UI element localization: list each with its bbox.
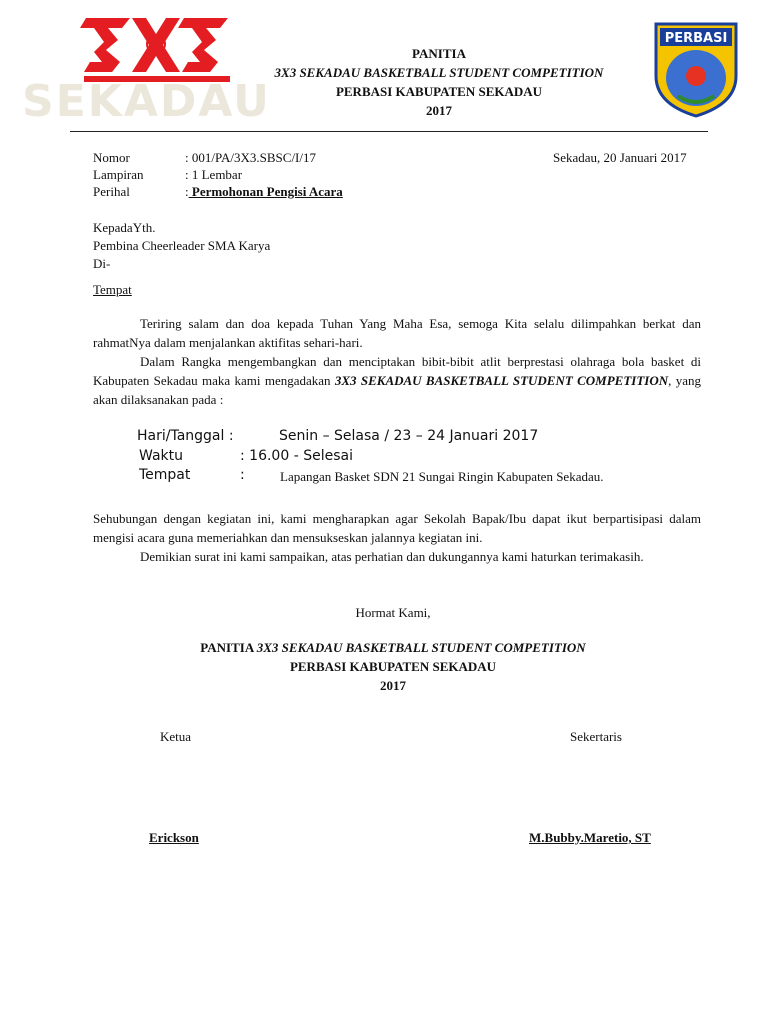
closing-greeting: Hormat Kami, bbox=[355, 605, 431, 620]
letter-date: Sekadau, 20 Januari 2017 bbox=[553, 150, 687, 165]
paragraph-request bbox=[93, 509, 701, 547]
letter-header bbox=[200, 44, 678, 120]
ketua-title: Ketua bbox=[160, 729, 192, 744]
tempat-label: Tempat bbox=[139, 467, 191, 483]
paragraph-greeting: Teriring salam dan doa kepada Tuhan Yang Maha Esa, semoga Kita selalu dilimpahkan berkat dan rahmatNya dalam menjalankan aktifitas sehari-hari. bbox=[93, 316, 701, 350]
perihal-field bbox=[185, 184, 343, 200]
header-divider bbox=[70, 131, 708, 132]
sekertaris-name: M.Bubby.Maretio, ST bbox=[529, 830, 651, 845]
waktu-value: : 16.00 - Selesai bbox=[240, 448, 353, 464]
nomor-label: Nomor bbox=[93, 150, 130, 165]
recipient-block bbox=[93, 219, 270, 273]
nomor-value: : 001/PA/3X3.SBSC/I/17 bbox=[185, 150, 317, 165]
tempat-colon: : bbox=[240, 467, 245, 483]
hari-label: Hari/Tanggal : bbox=[137, 428, 234, 444]
header-year: 2017 bbox=[426, 103, 452, 118]
lampiran-label: Lampiran bbox=[93, 167, 144, 182]
watermark-text: SEKADAU bbox=[22, 76, 271, 127]
purpose-tail: , yang akan dilaksanakan pada : bbox=[93, 373, 701, 407]
recipient-place: Tempat bbox=[93, 282, 132, 297]
header-committee: PANITIA bbox=[412, 46, 466, 61]
purpose-event-name: 3X3 SEKADAU BASKETBALL STUDENT COMPETITION bbox=[334, 373, 669, 388]
svg-text:PERBASI: PERBASI bbox=[664, 31, 728, 46]
recipient-salutation: KepadaYth. bbox=[93, 220, 156, 235]
perihal-label: Perihal bbox=[93, 184, 130, 199]
recipient-name: Pembina Cheerleader SMA Karya bbox=[93, 238, 271, 253]
tempat-value: Lapangan Basket SDN 21 Sungai Ringin Kabupaten Sekadau. bbox=[280, 469, 604, 484]
header-event-name: 3X3 SEKADAU BASKETBALL STUDENT COMPETITION bbox=[274, 65, 604, 80]
request-text: Sehubungan dengan kegiatan ini, kami mengharapkan agar Sekolah Bapak/Ibu dapat ikut berpartisipasi dalam mengisi acara guna memeriahkan dan mensukseskan jalannya kegiatan ini. bbox=[93, 511, 701, 545]
hari-value: Senin – Selasa / 23 – 24 Januari 2017 bbox=[279, 428, 539, 444]
paragraph-closing: Demikian surat ini kami sampaikan, atas perhatian dan dukungannya kami haturkan terimakasih. bbox=[140, 549, 644, 564]
perihal-value: Permohonan Pengisi Acara bbox=[188, 184, 343, 199]
signature-organization bbox=[93, 638, 693, 695]
lampiran-value: : 1 Lembar bbox=[185, 167, 243, 182]
signature-org-line2: PERBASI KABUPATEN SEKADAU bbox=[289, 659, 497, 674]
org-prefix: PANITIA bbox=[200, 640, 257, 655]
ketua-name: Erickson bbox=[149, 830, 199, 845]
recipient-di: Di- bbox=[93, 256, 111, 271]
header-organization: PERBASI KABUPATEN SEKADAU bbox=[335, 84, 543, 99]
org-event-name: 3X3 SEKADAU BASKETBALL STUDENT COMPETITION bbox=[256, 640, 586, 655]
signature-org-line1 bbox=[93, 638, 693, 657]
waktu-label: Waktu bbox=[139, 448, 183, 464]
purpose-text: Dalam Rangka mengembangkan dan menciptakan bibit-bibit atlit berprestasi olahraga bola basket di Kabupaten Sekadau maka kami mengadakan bbox=[93, 354, 701, 388]
perihal-colon: : bbox=[185, 184, 189, 199]
paragraph-purpose bbox=[93, 352, 701, 409]
sekertaris-title: Sekertaris bbox=[570, 729, 622, 744]
signature-org-line3: 2017 bbox=[380, 678, 406, 693]
